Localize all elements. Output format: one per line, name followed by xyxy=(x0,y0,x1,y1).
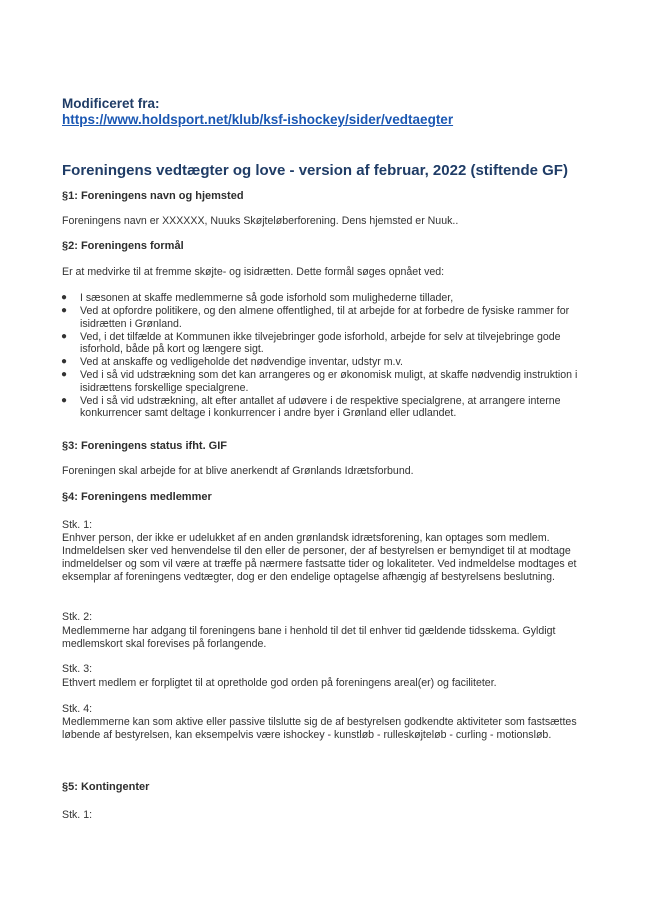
list-item: ● Ved, i det tilfælde at Kommunen ikke tilvejebringer gode isforhold, arbejde for selv at tilvejebringe gode isforhold, både på kort og længere sigt. xyxy=(61,330,561,355)
section-4-stk1-label: Stk. 1: xyxy=(62,519,93,531)
section-3-text: Foreningen skal arbejde for at blive anerkendt af Grønlands Idrætsforbund. xyxy=(62,465,414,477)
section-1-heading: §1: Foreningens navn og hjemsted xyxy=(62,190,244,202)
bullet-icon: ● xyxy=(61,305,68,316)
bullet-icon: ● xyxy=(61,356,68,367)
bullet-icon: ● xyxy=(61,369,68,380)
list-item: ● Ved at opfordre politikere, og den almene offentlighed, til at arbejde for at forbedre de fysiske rammer for isidrætten i Grønland. xyxy=(61,305,570,330)
section-4-stk2-text: Medlemmerne har adgang til foreningens bane i henhold til det til enhver tid gældende tidsskema. Gyldigt medlemskort skal forevises på forlangende. xyxy=(62,625,556,650)
section-2-heading: §2: Foreningens formål xyxy=(62,240,184,252)
section-5-stk1-label: Stk. 1: xyxy=(62,809,93,821)
list-item: ● Ved i så vid udstrækning, alt efter antallet af udøvere i de respektive specialgrene, at arrangere interne konkurrencer samt deltage i konkurrencer i andre byer i Grønland eller udlandet. xyxy=(61,394,561,419)
list-item: ● Ved at anskaffe og vedligeholde det nødvendige inventar, udstyr m.v. xyxy=(61,356,403,368)
bullet-icon: ● xyxy=(61,330,68,342)
section-4-stk3-text: Ethvert medlem er forpligtet til at opretholde god orden på foreningens areal(er) og faciliteter. xyxy=(62,677,497,689)
section-4-stk4-text: Medlemmerne kan som aktive eller passive tilslutte sig de af bestyrelsen godkendte aktiviteter som fastsættes løbende af bestyrelsen, kan eksempelvis være ishockey - kunstløb - rulleskøjteløb - curling - motionsløb. xyxy=(62,716,577,741)
section-4-stk3-label: Stk. 3: xyxy=(62,663,93,675)
section-4-stk1-text: Enhver person, der ikke er udelukket af en anden grønlandsk idrætsforening, kan optages som medlem. Indmeldelsen sker ved henvendelse til den eller de personer, der af bestyrelsen er bemyndiget til at modtage indmeldelser og som vil være at træffe på nærmere fastsatte tider og lokaliteter. Ved indmeldelse modtages et eksemplar af foreningens vedtægter, dog er den endelige optagelse afhængig af bestyrelsens beslutning. xyxy=(62,532,577,583)
bullet-icon: ● xyxy=(61,292,68,303)
section-3-heading: §3: Foreningens status ifht. GIF xyxy=(62,440,228,452)
list-item: ● I sæsonen at skaffe medlemmerne så gode isforhold som mulighederne tillader, xyxy=(61,292,454,304)
document-title: Foreningens vedtægter og love - version af februar, 2022 (stiftende GF) xyxy=(62,162,568,179)
section-4-stk2-label: Stk. 2: xyxy=(62,611,93,623)
section-4-heading: §4: Foreningens medlemmer xyxy=(62,491,212,503)
source-link[interactable]: https://www.holdsport.net/klub/ksf-ishockey/sider/vedtaegter xyxy=(62,112,454,127)
bullet-icon: ● xyxy=(61,394,68,406)
list-item: ● Ved i så vid udstrækning som det kan arrangeres og er økonomisk muligt, at skaffe nødvendig instruktion i isidrættens forskellige specialgrene. xyxy=(61,369,578,394)
section-2-intro: Er at medvirke til at fremme skøjte- og isidrætten. Dette formål søges opnået ved: xyxy=(62,266,445,278)
section-2-bullet-list xyxy=(62,292,602,420)
source-label: Modificeret fra: xyxy=(62,96,160,111)
section-1-text: Foreningens navn er XXXXXX, Nuuks Skøjteløberforening. Dens hjemsted er Nuuk.. xyxy=(62,215,459,227)
section-4-stk4-label: Stk. 4: xyxy=(62,703,93,715)
section-5-heading: §5: Kontingenter xyxy=(62,781,150,793)
